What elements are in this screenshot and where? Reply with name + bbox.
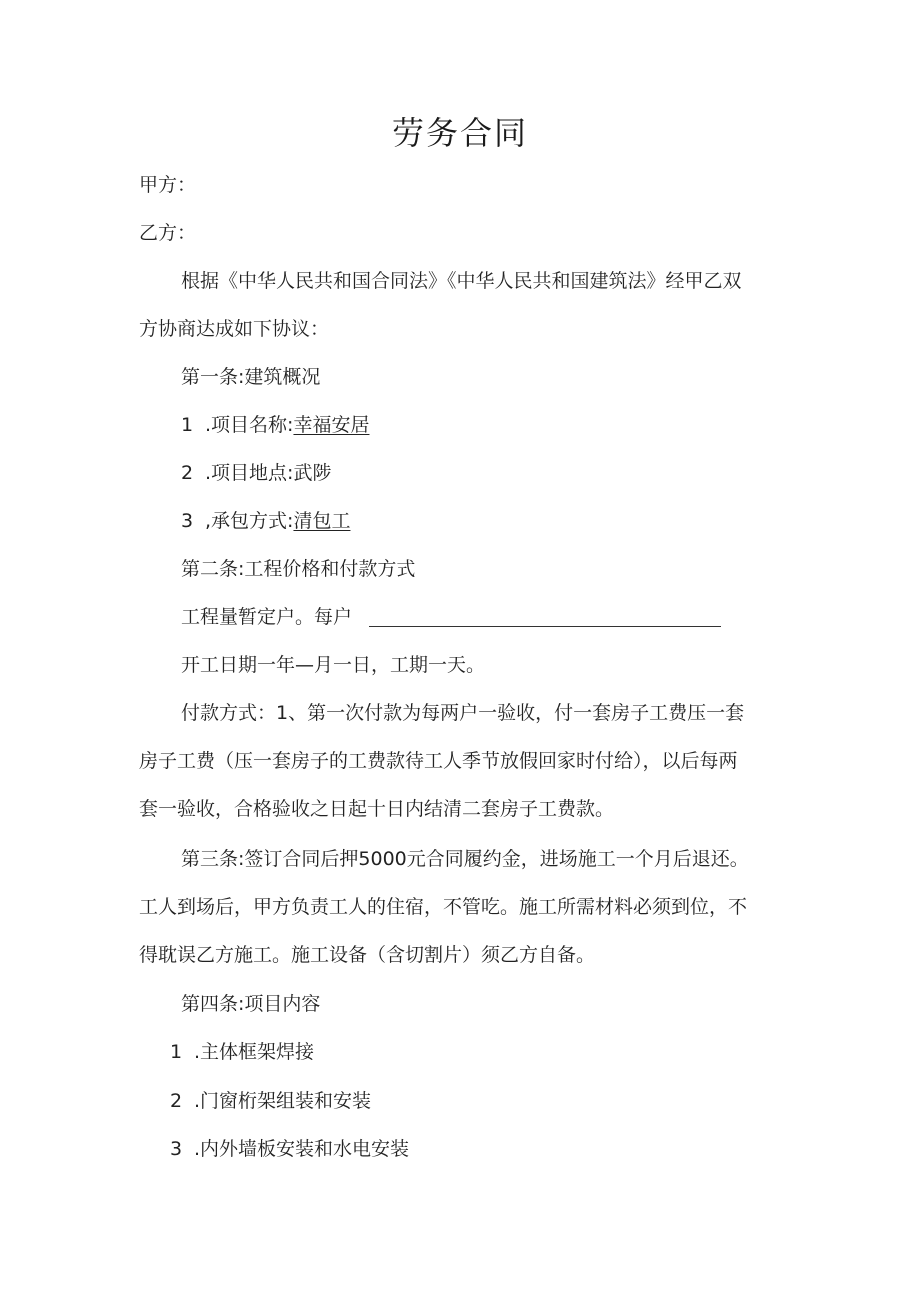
fill-in-blank-underline bbox=[369, 626, 721, 627]
project-location-value: 武陟 bbox=[293, 462, 332, 484]
contract-mode-value: 清包工 bbox=[293, 510, 351, 532]
article-3-line-1: 第三条:签订合同后押5000元合同履约金，进场施工一个月后退还。 bbox=[181, 848, 749, 870]
article-3-line-3: 得耽误乙方施工。施工设备（含切割片）须乙方自备。 bbox=[139, 944, 596, 966]
item-number: 3 bbox=[170, 1138, 183, 1160]
item-number: 2 bbox=[170, 1090, 183, 1112]
item-label: .项目名称: bbox=[205, 414, 294, 436]
item-text: .门窗桁架组装和安装 bbox=[194, 1090, 372, 1112]
quantity-line: 工程量暂定户。每户 bbox=[181, 606, 353, 628]
article-3-line-2: 工人到场后，甲方负责工人的住宿，不管吃。施工所需材料必须到位，不 bbox=[139, 896, 748, 918]
intro-paragraph-line-1: 根据《中华人民共和国合同法》《中华人民共和国建筑法》经甲乙双 bbox=[181, 270, 742, 292]
payment-paragraph-line-1: 付款方式：1、第一次付款为每两户一验收，付一套房子工费压一套 bbox=[181, 702, 745, 724]
article-2-heading: 第二条:工程价格和付款方式 bbox=[181, 558, 416, 580]
payment-paragraph-line-3: 套一验收，合格验收之日起十日内结清二套房子工费款。 bbox=[139, 798, 615, 820]
article-4-item-2 bbox=[170, 1087, 371, 1115]
item-number: 3 bbox=[181, 510, 194, 532]
article-4-item-3 bbox=[170, 1135, 409, 1163]
article-1-item-contract-mode bbox=[181, 507, 350, 535]
item-number: 1 bbox=[170, 1041, 183, 1063]
project-name-value: 幸福安居 bbox=[293, 414, 370, 436]
payment-paragraph-line-2: 房子工费（压一套房子的工费款待工人季节放假回家时付给），以后每两 bbox=[139, 750, 738, 772]
article-4-item-1 bbox=[170, 1038, 314, 1066]
party-b-line: 乙方： bbox=[139, 222, 197, 244]
item-text: .内外墙板安装和水电安装 bbox=[194, 1138, 410, 1160]
start-date-line: 开工日期一年—月一日，工期一天。 bbox=[181, 654, 486, 676]
item-number: 1 bbox=[181, 414, 194, 436]
article-1-item-project-name bbox=[181, 411, 369, 439]
intro-paragraph-line-2: 方协商达成如下协议： bbox=[139, 318, 330, 340]
document-title: 劳务合同 bbox=[391, 114, 528, 152]
party-a-line: 甲方： bbox=[139, 174, 197, 196]
article-1-heading: 第一条:建筑概况 bbox=[181, 366, 321, 388]
item-label: ,承包方式: bbox=[205, 510, 294, 532]
item-label: .项目地点: bbox=[205, 462, 294, 484]
article-1-item-project-location bbox=[181, 459, 331, 487]
item-number: 2 bbox=[181, 462, 194, 484]
article-4-heading: 第四条:项目内容 bbox=[181, 993, 321, 1015]
item-text: .主体框架焊接 bbox=[194, 1041, 315, 1063]
